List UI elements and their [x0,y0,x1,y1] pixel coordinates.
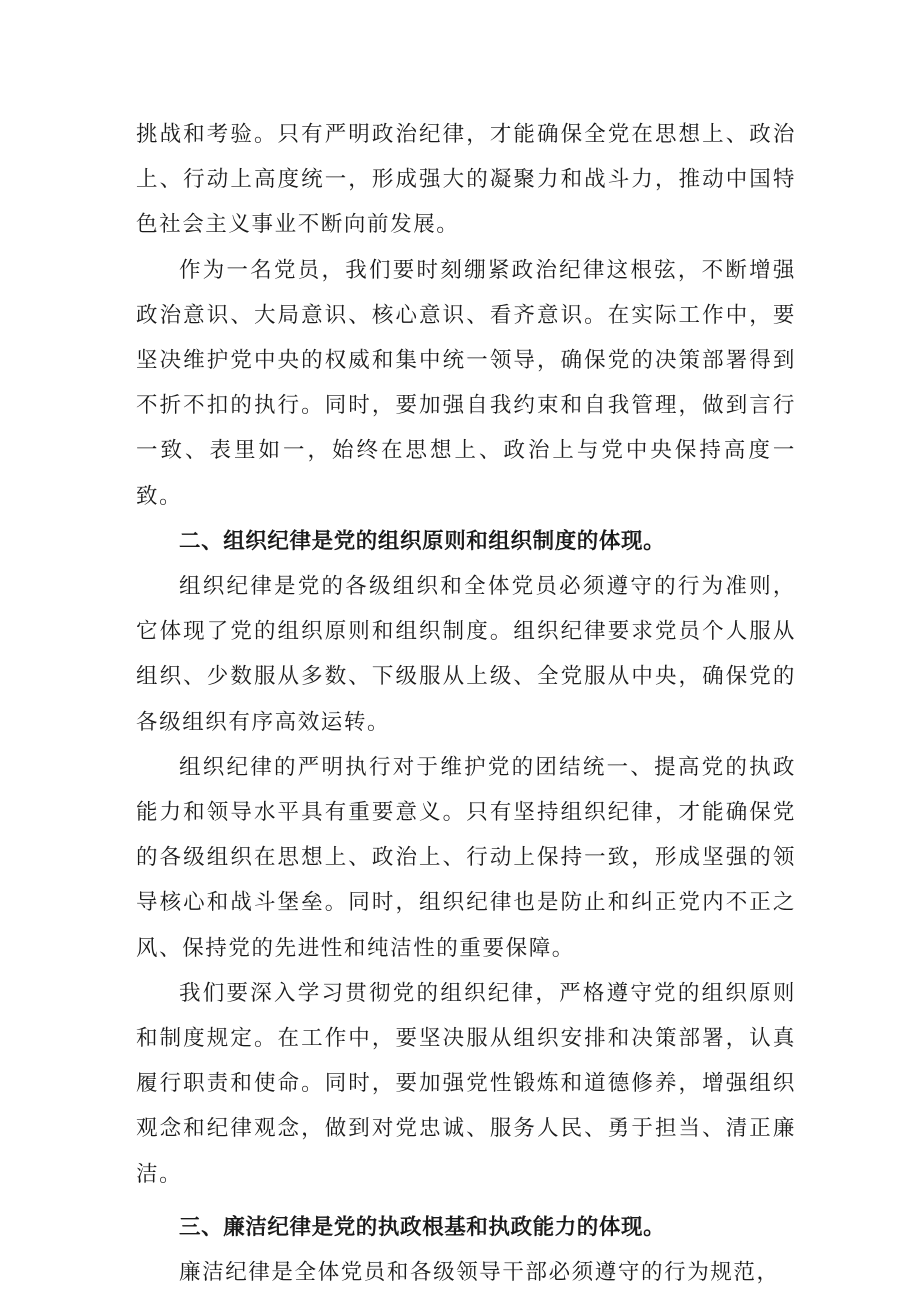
document-page [136,112,796,1295]
body-paragraph: 组织纪律的严明执行对于维护党的团结统一、提高党的执政能力和领导水平具有重要意义。只有坚持组织纪律，才能确保党的各级组织在思想上、政治上、行动上保持一致，形成坚强的领导核心和战斗堡垒。同时，组织纪律也是防止和纠正党内不正之风、保持党的先进性和纯洁性的重要保障。 [136,754,796,961]
body-paragraph: 挑战和考验。只有严明政治纪律，才能确保全党在思想上、政治上、行动上高度统一，形成强大的凝聚力和战斗力，推动中国特色社会主义事业不断向前发展。 [136,122,796,238]
section-heading: 二、组织纪律是党的组织原则和组织制度的体现。 [179,528,666,554]
body-paragraph: 组织纪律是党的各级组织和全体党员必须遵守的行为准则，它体现了党的组织原则和组织制度。组织纪律要求党员个人服从组织、少数服从多数、下级服从上级、全党服从中央，确保党的各级组织有序高效运转。 [136,574,796,735]
section-heading: 三、廉洁纪律是党的执政根基和执政能力的体现。 [179,1214,666,1240]
body-paragraph: 我们要深入学习贯彻党的组织纪律，严格遵守党的组织原则和制度规定。在工作中，要坚决服从组织安排和决策部署，认真履行职责和使命。同时，要加强党性锻炼和道德修养，增强组织观念和纪律观念，做到对党忠诚、服务人民、勇于担当、清正廉洁。 [136,980,796,1187]
body-paragraph: 作为一名党员，我们要时刻绷紧政治纪律这根弦，不断增强政治意识、大局意识、核心意识、看齐意识。在实际工作中，要坚决维护党中央的权威和集中统一领导，确保党的决策部署得到不折不扣的执行。同时，要加强自我约束和自我管理，做到言行一致、表里如一，始终在思想上、政治上与党中央保持高度一致。 [136,257,796,509]
body-paragraph: 廉洁纪律是全体党员和各级领导干部必须遵守的行为规范， [179,1260,780,1286]
